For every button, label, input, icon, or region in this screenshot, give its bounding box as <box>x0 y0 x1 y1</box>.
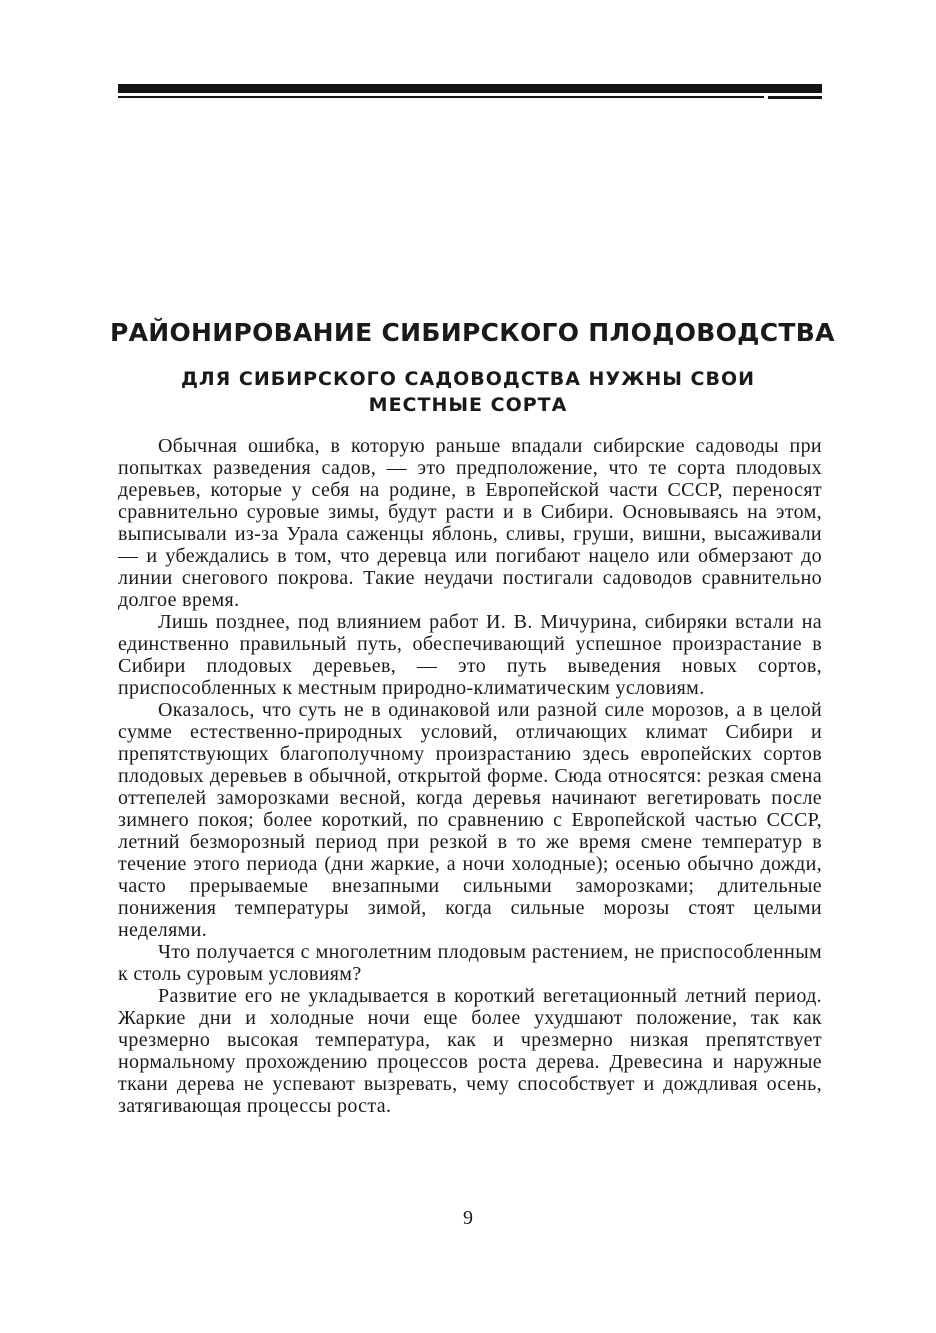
section-subtitle: ДЛЯ СИБИРСКОГО САДОВОДСТВА НУЖНЫ СВОИ МЕСТНЫЕ СОРТА <box>180 368 756 416</box>
paragraph-4: Что получается с многолетним плодовым растением, не приспособленным к столь суровым условиям? <box>118 941 822 985</box>
paragraph-2: Лишь позднее, под влиянием работ И. В. Мичурина, сибиряки встали на единственно правильный путь, обеспечивающий успешное произрастание в Сибири плодовых деревьев, — это путь выведения новых сортов, приспособленных к местным природно-климатическим условиям. <box>118 611 822 699</box>
top-rule-thick <box>118 84 822 93</box>
chapter-title: РАЙОНИРОВАНИЕ СИБИРСКОГО ПЛОДОВОДСТВА <box>110 318 835 347</box>
body-text <box>118 435 822 1117</box>
paragraph-5: Развитие его не укладывается в короткий вегетационный летний период. Жаркие дни и холодные ночи еще более ухудшают положение, так как чрезмерно высокая температура, как и чрезмерно низкая препятствует нормальному прохождению процессов роста дерева. Древесина и наружные ткани дерева не успевают вызревать, чему способствует и дождливая осень, затягивающая процессы роста. <box>118 985 822 1117</box>
top-rule-thin <box>118 96 764 98</box>
page-number: 9 <box>463 1207 473 1229</box>
paragraph-3: Оказалось, что суть не в одинаковой или разной силе морозов, а в целой сумме естественно-природных условий, отличающих климат Сибири и препятствующих благополучному произрастанию здесь европейских сортов плодовых деревьев в обычной, открытой форме. Сюда относятся: резкая смена оттепелей заморозками весной, когда деревья начинают вегетировать после зимнего покоя; более короткий, по сравнению с Европейской частью СССР, летний безморозный период при резкой в то же время смене температур в течение этого периода (дни жаркие, а ночи холодные); осенью обычно дожди, часто прерываемые внезапными сильными заморозками; длительные понижения температуры зимой, когда сильные морозы стоят целыми неделями. <box>118 699 822 941</box>
top-rule-thin-end <box>768 96 822 99</box>
paragraph-1: Обычная ошибка, в которую раньше впадали сибирские садоводы при попытках разведения садов, — это предположение, что те сорта плодовых деревьев, которые у себя на родине, в Европейской части СССР, переносят сравнительно суровые зимы, будут расти и в Сибири. Основываясь на этом, выписывали из-за Урала саженцы яблонь, сливы, груши, вишни, высаживали — и убеждались в том, что деревца или погибают нацело или обмерзают до линии снегового покрова. Такие неудачи постигали садоводов сравнительно долгое время. <box>118 435 822 611</box>
